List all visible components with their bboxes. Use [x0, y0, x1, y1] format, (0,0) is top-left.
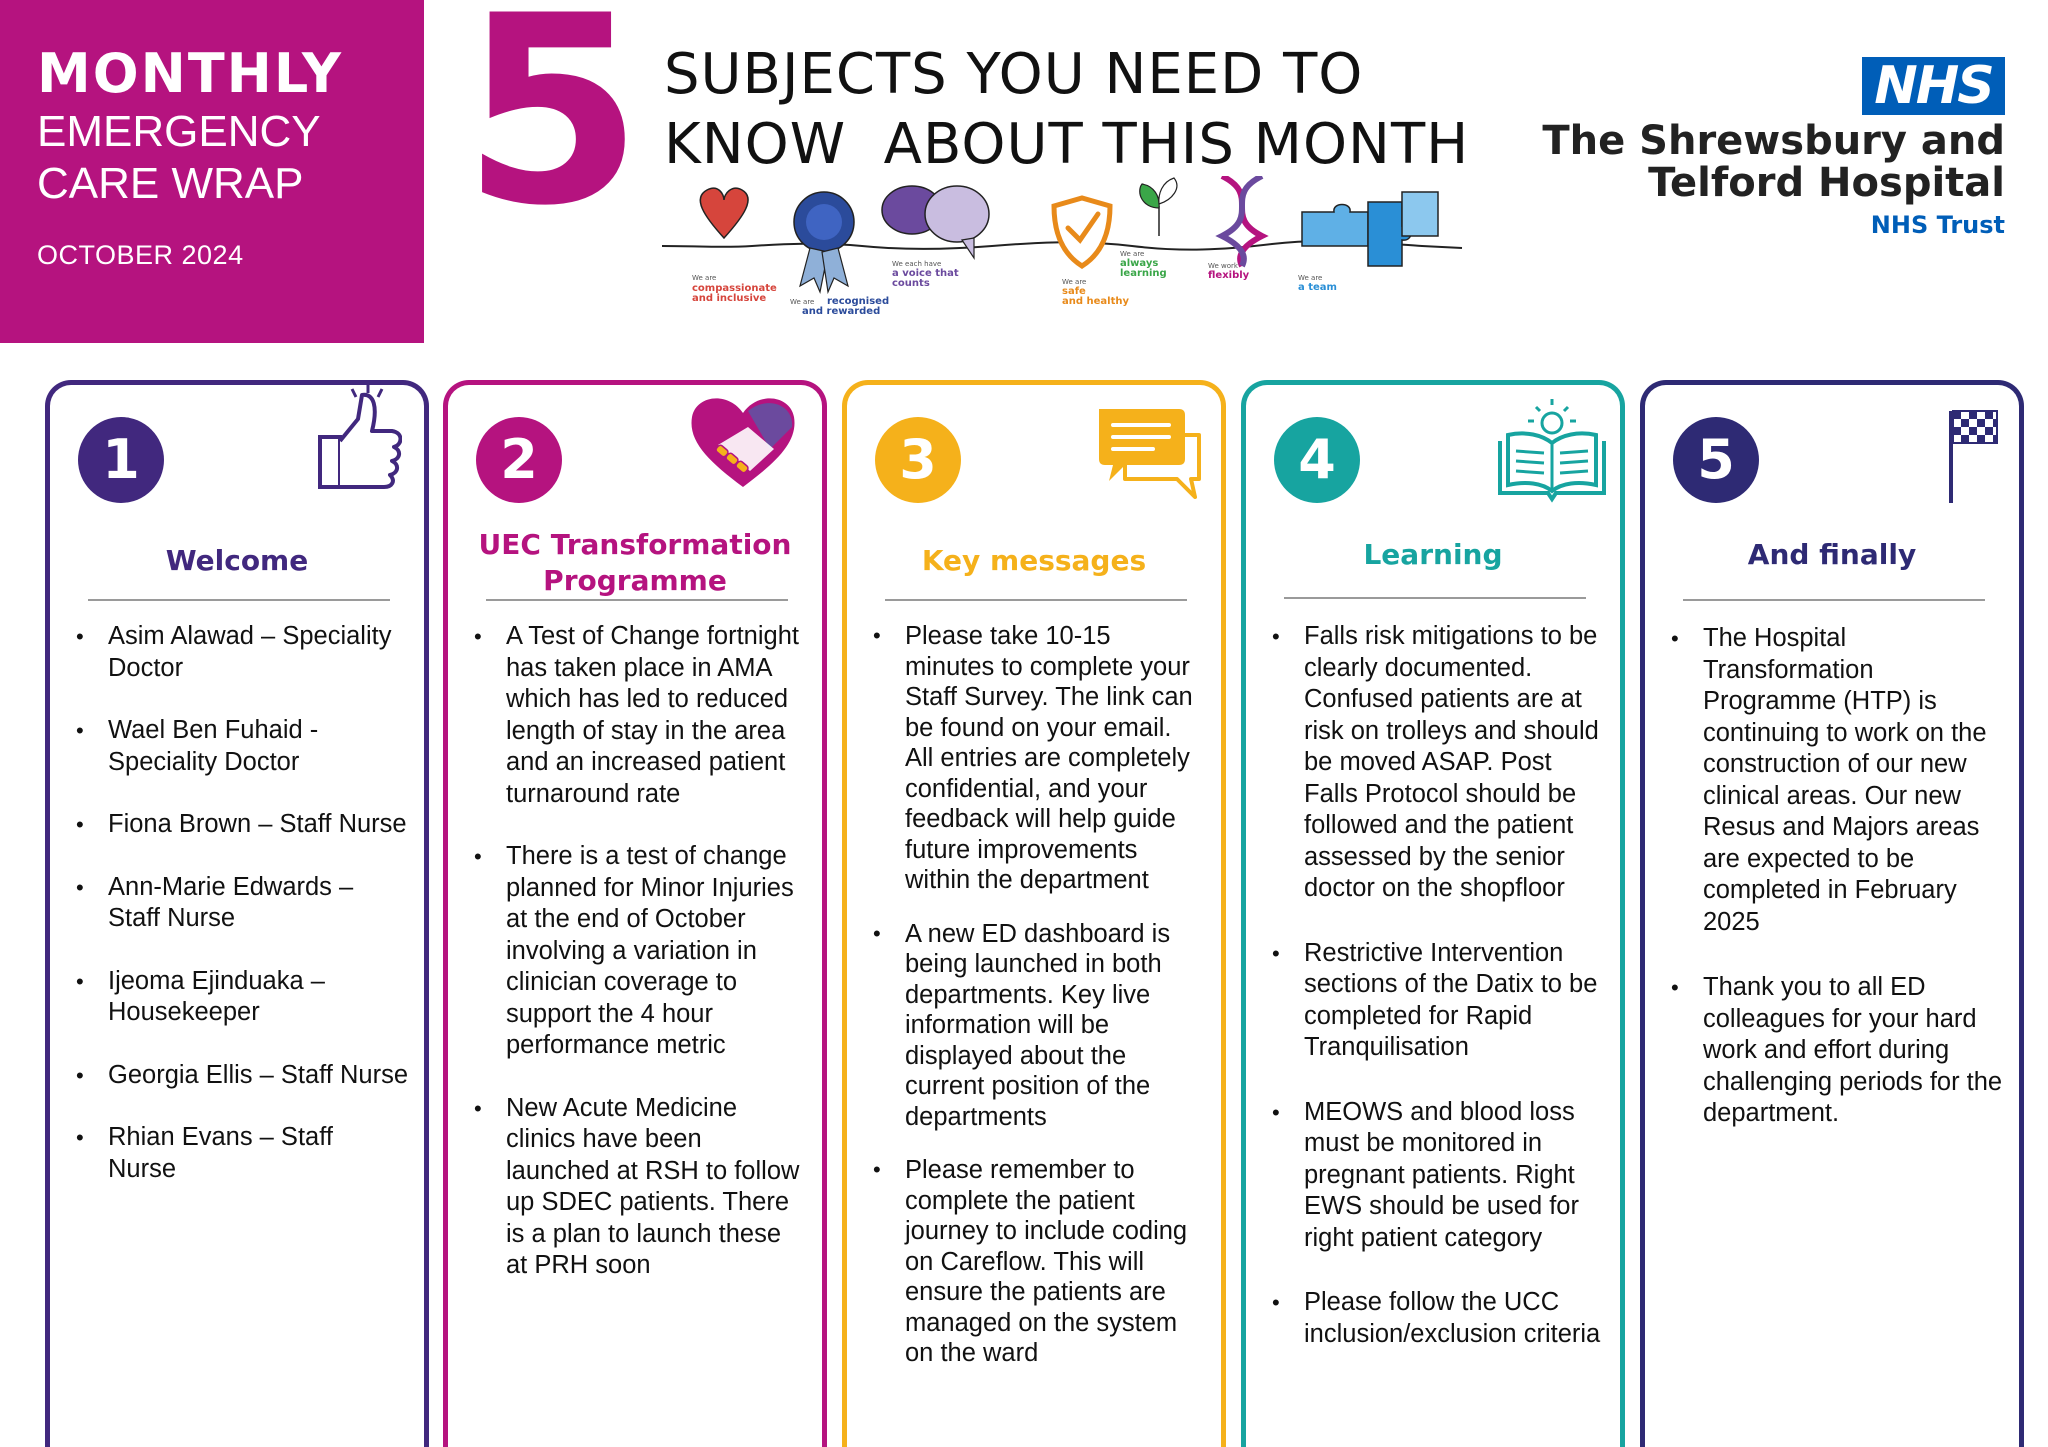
value-big-5: always [1120, 258, 1159, 269]
trust-values-strip [662, 176, 1467, 326]
column-title-and-finally-text: And finally [1747, 538, 1917, 571]
list-item: • Ijeoma Ejinduaka – Housekeeper [72, 966, 408, 1029]
big-number-five: 5 [462, 0, 643, 263]
column-divider [88, 599, 390, 601]
header-emergency: EMERGENCY [37, 107, 321, 156]
header-title-box [0, 0, 424, 343]
list-item: • Wael Ben Fuhaid - Speciality Doctor [72, 715, 408, 778]
headline-line1: SUBJECTS YOU NEED TO [664, 42, 1364, 107]
value-small-1: We are [692, 274, 717, 282]
value-label-compassionate [692, 272, 780, 304]
headline-line2: KNOW ABOUT THIS MONTH [664, 112, 1470, 177]
value-small2-2: and rewarded [802, 306, 881, 317]
bullet-list-and-finally [1667, 623, 2003, 1130]
column-and-finally [1640, 380, 2024, 1447]
list-item: • Thank you to all ED colleagues for your hard work and effort during challenging periods for the department. [1667, 972, 2003, 1130]
shield-check-icon [1054, 198, 1110, 266]
speech-bubbles-icon [882, 186, 989, 258]
value-label-learning [1120, 248, 1167, 279]
list-item: • MEOWS and blood loss must be monitored in pregnant patients. Right EWS should be used for right patient category [1268, 1097, 1604, 1255]
column-uec-transformation [443, 380, 827, 1447]
value-label-safe [1062, 276, 1129, 307]
list-item: • Please take 10-15 minutes to complete your Staff Survey. The link can be found on your email. All entries are completely confidential, and your feedback will help guide future improvements within the department [869, 621, 1205, 896]
column-learning [1241, 380, 1625, 1447]
value-big-7: a team [1298, 282, 1337, 293]
column-title-uec-line2: Programme [543, 564, 727, 597]
value-small2-3: counts [892, 278, 930, 289]
number-badge-1: 1 [78, 417, 164, 503]
puzzle-icon [1302, 192, 1438, 266]
column-title-uec [468, 527, 802, 599]
checkered-flag-icon [1945, 407, 2005, 507]
value-small-6: We work [1208, 262, 1238, 270]
heart-icon [700, 188, 748, 238]
value-small-7: We are [1298, 274, 1323, 282]
headline [664, 40, 1469, 180]
list-item: • Falls risk mitigations to be clearly documented. Confused patients are at risk on trolleys and should be moved ASAP. Post Falls Protocol should be followed and the patient assessed by the senior doctor on the shopfloor [1268, 621, 1604, 905]
column-divider [486, 599, 788, 601]
column-title-welcome [70, 543, 404, 579]
list-item: • Georgia Ellis – Staff Nurse [72, 1060, 408, 1092]
column-divider [885, 599, 1187, 601]
column-divider [1683, 599, 1985, 601]
trust-name-sub: NHS Trust [1870, 211, 2005, 239]
list-item: • Please remember to complete the patient journey to include coding on Careflow. This will ensure the patients are managed on the system on the ward [869, 1155, 1205, 1369]
list-item: • Fiona Brown – Staff Nurse [72, 809, 408, 841]
value-big-3: a voice that [892, 268, 959, 279]
book-lightbulb-icon [1496, 395, 1608, 505]
nhs-logo-badge: NHS [1862, 57, 2005, 115]
value-big-2: recognised [827, 296, 890, 307]
column-welcome [45, 380, 429, 1447]
value-label-recognised [790, 296, 893, 317]
chat-bubbles-icon [1095, 405, 1205, 505]
list-item: • Ann-Marie Edwards – Staff Nurse [72, 872, 408, 935]
dna-icon [1222, 176, 1262, 266]
value-small2-4: and healthy [1062, 296, 1130, 307]
value-small-2: We are [790, 298, 815, 306]
value-label-voice [892, 258, 962, 289]
list-item: • Restrictive Intervention sections of the Datix to be completed for Rapid Tranquilisation [1268, 938, 1604, 1064]
value-small-3: We each have [892, 260, 942, 268]
column-title-uec-line1: UEC Transformation [478, 528, 792, 561]
list-item: • Please follow the UCC inclusion/exclusion criteria [1268, 1287, 1604, 1350]
thumbs-up-icon [312, 385, 402, 495]
header-monthly: MONTHLY [37, 42, 343, 105]
trust-name-line1: The Shrewsbury and [1542, 118, 2005, 164]
list-item: • New Acute Medicine clinics have been launched at RSH to follow up SDEC patients. There is a plan to launch these at PRH soon [470, 1093, 806, 1282]
list-item: • A Test of Change fortnight has taken place in AMA which has led to reduced length of stay in the area and an increased patient turnaround rate [470, 621, 806, 810]
value-small-5: We are [1120, 250, 1145, 258]
number-badge-3: 3 [875, 417, 961, 503]
bullet-list-learning [1268, 621, 1604, 1350]
column-title-key-messages-text: Key messages [921, 544, 1147, 577]
value-label-team [1298, 272, 1337, 293]
bullet-list-uec [470, 621, 806, 1282]
number-badge-2: 2 [476, 417, 562, 503]
value-big-6: flexibly [1208, 270, 1250, 281]
column-title-and-finally [1665, 537, 1999, 573]
trust-name [1542, 120, 2005, 204]
list-item: • A new ED dashboard is being launched in both departments. Key live information will be displayed about the current position of the departments [869, 919, 1205, 1133]
column-title-welcome-text: Welcome [165, 544, 309, 577]
list-item: • The Hospital Transformation Programme (HTP) is continuing to work on the construction of our new clinical areas. Our new Resus and Majors areas are expected to be completed in February 2025 [1667, 623, 2003, 938]
bullet-list-welcome [72, 621, 408, 1185]
header-date: OCTOBER 2024 [37, 240, 244, 270]
column-title-key-messages [867, 543, 1201, 579]
value-small2-5: learning [1120, 268, 1167, 279]
value-small-4: We are [1062, 278, 1087, 286]
value-small2-1: and inclusive [692, 293, 767, 304]
bullet-list-key-messages [869, 621, 1205, 1369]
list-item: • Rhian Evans – Staff Nurse [72, 1122, 408, 1185]
header-care-wrap: CARE WRAP [37, 159, 304, 208]
value-big-4: safe [1062, 286, 1086, 297]
number-badge-4: 4 [1274, 417, 1360, 503]
seedling-icon [1140, 178, 1177, 236]
rosette-icon [794, 192, 854, 292]
column-title-learning-text: Learning [1363, 538, 1503, 571]
list-item: • Asim Alawad – Speciality Doctor [72, 621, 408, 684]
handshake-heart-icon [688, 391, 798, 491]
number-badge-5: 5 [1673, 417, 1759, 503]
list-item: • There is a test of change planned for Minor Injuries at the end of October involving a variation in clinician coverage to support the 4 hour performance metric [470, 841, 806, 1062]
column-title-learning [1266, 537, 1600, 573]
value-big-1: compassionate [692, 283, 777, 294]
column-divider [1284, 597, 1586, 599]
trust-name-line2: Telford Hospital [1648, 160, 2005, 206]
column-key-messages [842, 380, 1226, 1447]
